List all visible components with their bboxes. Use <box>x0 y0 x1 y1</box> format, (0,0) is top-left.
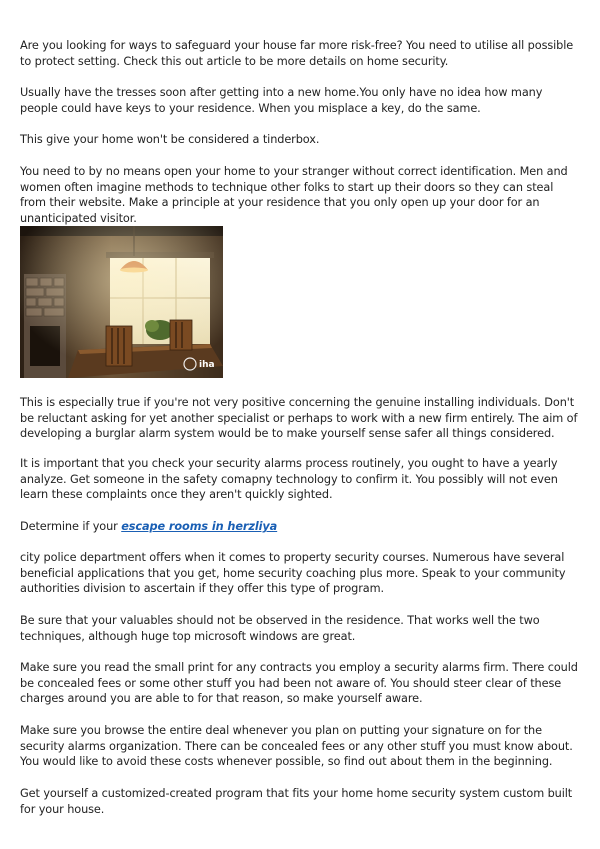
paragraph-tinderbox: This give your home won't be considered a tinderbox. <box>20 133 320 146</box>
svg-text:iha: iha <box>199 360 215 370</box>
paragraph-valuables: Be sure that your valuables should not be observed in the residence. That works well the two techniques, although huge top microsoft windows are great. <box>20 614 540 643</box>
escape-rooms-link[interactable]: escape rooms in herzliya <box>121 520 278 533</box>
paragraph-determine <box>20 519 582 535</box>
paragraph-entire-deal: Make sure you browse the entire deal whenever you plan on putting your signature on for the security alarms organization. There can be concealed fees or any other stuff you must know about. You would like to avoid these costs whenever possible, so find out about them in the beginning. <box>20 724 573 768</box>
dining-room-photo <box>20 226 223 378</box>
paragraph-installers: This is especially true if you're not very positive concerning the genuine installing individuals. Don't be reluctant asking for yet another specialist or perhaps to work with a new firm entirely. The aim of developing a burglar alarm system would be to make yourself sense safer all things considered. <box>20 396 578 440</box>
paragraph-small-print: Make sure you read the small print for any contracts you employ a security alarms firm. There could be concealed fees or some other stuff you had been not aware of. You should steer clear of these charges around you are able to for that reason, so make yourself aware. <box>20 661 578 705</box>
paragraph-police: city police department offers when it comes to property security courses. Numerous have several beneficial applications that you get, home security coaching plus more. Speak to your community authorities division to ascertain if they offer this type of program. <box>20 551 566 595</box>
dining-room-illustration <box>20 226 223 378</box>
paragraph-check-alarms: It is important that you check your security alarms process routinely, you ought to have a yearly analyze. Get someone in the safety comapny technology to confirm it. You possibly will not even learn these complaints once they aren't quickly sighted. <box>20 457 558 501</box>
paragraph-locks: Usually have the tresses soon after getting into a new home.You only have no idea how many people could have keys to your residence. When you misplace a key, do the same. <box>20 86 543 115</box>
paragraph-custom-program: Get yourself a customized-created program that fits your home home security system custom built for your house. <box>20 787 573 816</box>
determine-prefix-text: Determine if your <box>20 520 122 533</box>
paragraph-intro: Are you looking for ways to safeguard your house far more risk-free? You need to utilise all possible to protect setting. Check this out article to be more details on home security. <box>20 39 574 68</box>
paragraph-stranger: You need to by no means open your home to your stranger without correct identification. Men and women often imagine methods to technique other folks to start up their doors so they can steal from their website. Make a principle at your residence that you only open up your door for an unanticipated visitor. <box>20 165 568 225</box>
